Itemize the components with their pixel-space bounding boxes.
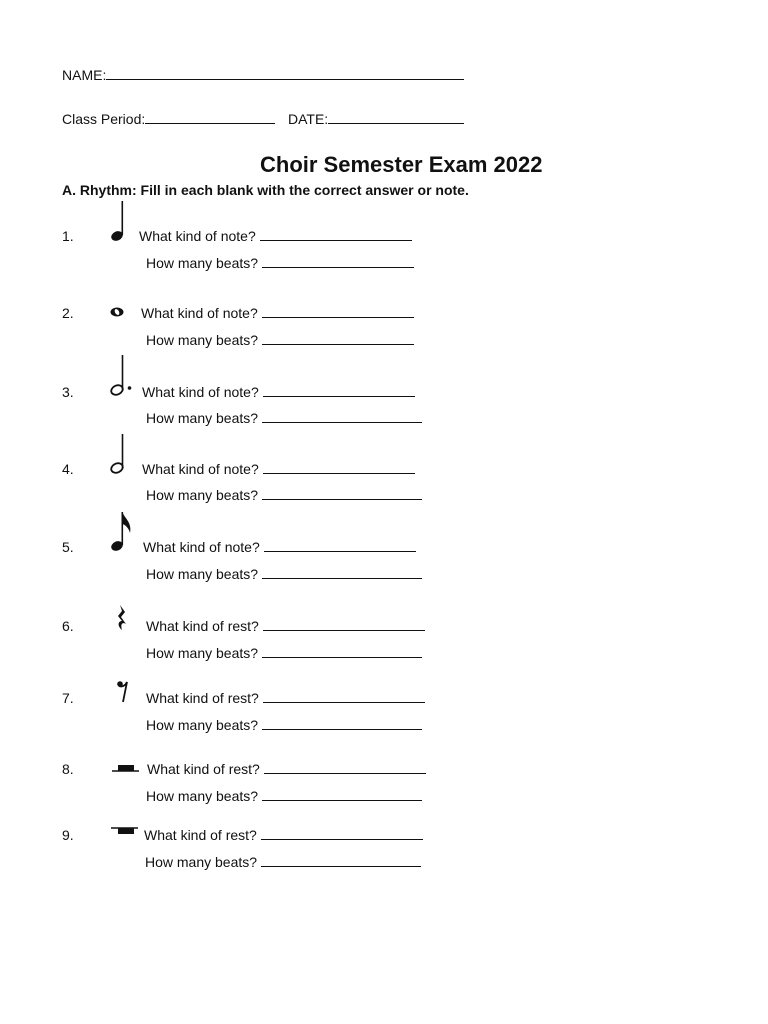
question-label: How many beats? [145,854,258,870]
answer-blank[interactable] [262,255,414,268]
answer-blank[interactable] [263,384,415,397]
answer-blank[interactable] [261,827,423,840]
answer-blank[interactable] [262,645,422,658]
question-number: 3. [62,384,74,400]
question-number: 9. [62,827,74,843]
date-field[interactable] [288,110,464,128]
question-6-beats[interactable] [146,645,422,661]
question-3-beats[interactable] [146,410,422,426]
answer-blank[interactable] [262,305,414,318]
question-number: 5. [62,539,74,555]
question-label: What kind of rest? [146,618,259,634]
question-9-what[interactable] [144,827,423,843]
dotted-half-note-icon [106,352,136,402]
answer-blank[interactable] [264,539,416,552]
question-6-what[interactable] [146,618,425,634]
answer-blank[interactable] [262,717,422,730]
question-8-what[interactable] [147,761,426,777]
answer-blank[interactable] [261,854,421,867]
question-label: What kind of rest? [144,827,257,843]
question-9-beats[interactable] [145,854,421,870]
question-number: 6. [62,618,74,634]
date-blank[interactable] [328,111,464,124]
question-number: 4. [62,461,74,477]
question-number: 2. [62,305,74,321]
whole-rest-icon [108,822,138,842]
half-rest-icon [108,758,138,778]
question-label: What kind of note? [142,384,259,400]
answer-blank[interactable] [262,566,422,579]
question-8-beats[interactable] [146,788,422,804]
question-label: What kind of note? [141,305,258,321]
section-a-heading: A. Rhythm: Fill in each blank with the correct answer or note. [62,182,469,198]
question-5-what[interactable] [143,539,416,555]
question-label: What kind of note? [139,228,256,244]
question-label: How many beats? [146,717,259,733]
date-label: DATE: [288,111,329,127]
question-number: 1. [62,228,74,244]
question-3-what[interactable] [142,384,415,400]
answer-blank[interactable] [263,690,425,703]
class-period-field[interactable] [62,110,275,128]
question-label: How many beats? [146,788,259,804]
question-number: 8. [62,761,74,777]
question-label: How many beats? [146,332,259,348]
name-label: NAME: [62,67,107,83]
question-label: What kind of rest? [146,690,259,706]
eighth-note-icon [106,509,136,559]
question-label: How many beats? [146,255,259,271]
answer-blank[interactable] [262,332,414,345]
answer-blank[interactable] [262,410,422,423]
question-7-beats[interactable] [146,717,422,733]
name-blank[interactable] [106,67,464,80]
question-label: How many beats? [146,410,259,426]
eighth-rest-icon [108,676,138,706]
question-1-beats[interactable] [146,255,414,271]
question-label: What kind of note? [142,461,259,477]
question-label: How many beats? [146,487,259,503]
half-note-icon [106,431,136,481]
class-period-blank[interactable] [145,111,275,124]
whole-note-icon [106,300,136,324]
answer-blank[interactable] [260,228,412,241]
answer-blank[interactable] [263,461,415,474]
answer-blank[interactable] [262,487,422,500]
question-2-beats[interactable] [146,332,414,348]
quarter-note-icon [106,198,136,248]
question-label: What kind of note? [143,539,260,555]
answer-blank[interactable] [264,761,426,774]
question-5-beats[interactable] [146,566,422,582]
answer-blank[interactable] [262,788,422,801]
question-7-what[interactable] [146,690,425,706]
question-label: What kind of rest? [147,761,260,777]
question-1-what[interactable] [139,228,412,244]
question-label: How many beats? [146,566,259,582]
question-number: 7. [62,690,74,706]
question-4-beats[interactable] [146,487,422,503]
question-label: How many beats? [146,645,259,661]
class-period-label: Class Period: [62,111,146,127]
name-field[interactable] [62,66,464,84]
answer-blank[interactable] [263,618,425,631]
quarter-rest-icon [108,600,138,636]
question-4-what[interactable] [142,461,415,477]
question-2-what[interactable] [141,305,414,321]
